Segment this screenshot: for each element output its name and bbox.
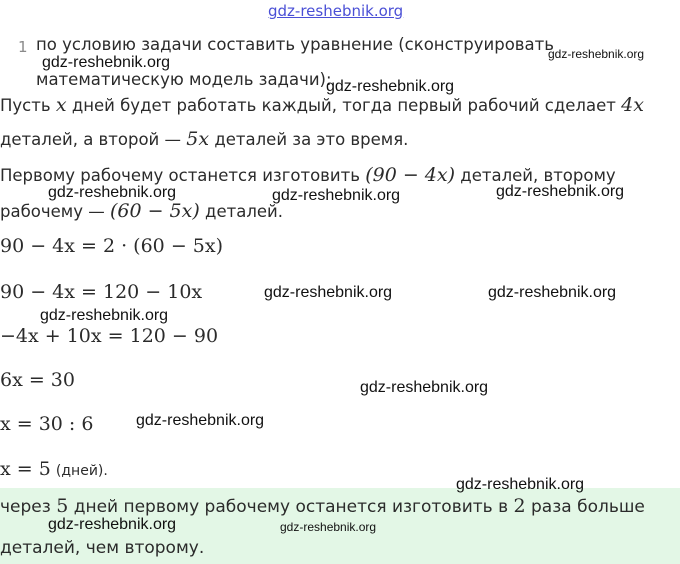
math-expression: (90 − 4x)	[365, 164, 456, 186]
step-line-2: математическую модель задачи):	[36, 70, 332, 89]
math-x: x	[55, 94, 67, 116]
equation-1: 90 − 4x = 2 · (60 − 5x)	[0, 235, 223, 257]
math-4x: 4x	[621, 94, 644, 116]
watermark: gdz-reshebnik.org	[272, 187, 401, 204]
step-number: 1	[18, 38, 28, 56]
equation-6-unit: (дней).	[55, 463, 108, 479]
math-number: 5	[56, 495, 69, 517]
equation-5: x = 30 : 6	[0, 413, 94, 435]
paragraph-4	[0, 200, 283, 223]
text-segment: дней будет работать каждый, тогда первый рабочий сделает	[71, 96, 616, 115]
paragraph-2	[0, 128, 408, 151]
math-number: 2	[513, 495, 526, 517]
watermark: gdz-reshebnik.org	[456, 476, 585, 493]
watermark: gdz-reshebnik.org	[136, 412, 265, 429]
equation-4: 6x = 30	[0, 369, 75, 391]
watermark: gdz-reshebnik.org	[360, 379, 489, 396]
equation-6-math: x = 5	[0, 458, 51, 480]
equation-2: 90 − 4x = 120 − 10x	[0, 281, 203, 303]
site-header-link[interactable]: gdz-reshebnik.org	[268, 2, 404, 20]
step-line-1: по условию задачи составить уравнение (сконструировать	[36, 35, 554, 54]
watermark: gdz-reshebnik.org	[48, 184, 177, 201]
watermark: gdz-reshebnik.org	[48, 516, 177, 533]
watermark: gdz-reshebnik.org	[42, 54, 171, 71]
paragraph-1	[0, 94, 644, 117]
text-segment: рабочему —	[0, 202, 105, 221]
text-segment: дней первому рабочему останется изготовить в	[73, 497, 509, 517]
text-segment: Первому рабочему останется изготовить	[0, 166, 360, 185]
watermark: gdz-reshebnik.org	[496, 183, 625, 200]
text-segment: через	[0, 497, 51, 517]
watermark: gdz-reshebnik.org	[548, 47, 645, 61]
answer-line-2: деталей, чем второму.	[0, 538, 205, 558]
math-5x: 5x	[186, 128, 210, 150]
watermark: gdz-reshebnik.org	[40, 307, 169, 324]
watermark: gdz-reshebnik.org	[326, 78, 455, 95]
text-segment: деталей.	[205, 202, 283, 221]
text-segment: раза больше	[531, 497, 645, 517]
math-expression: (60 − 5x)	[109, 200, 200, 222]
text-segment: деталей за это время.	[214, 130, 409, 149]
watermark: gdz-reshebnik.org	[488, 284, 617, 301]
text-segment: Пусть	[0, 96, 51, 115]
watermark: gdz-reshebnik.org	[264, 284, 393, 301]
text-segment: деталей, второму	[460, 166, 616, 185]
watermark: gdz-reshebnik.org	[280, 520, 377, 534]
text-segment: деталей, а второй —	[0, 130, 182, 149]
equation-3: −4x + 10x = 120 − 90	[0, 325, 219, 347]
equation-6	[0, 458, 108, 480]
